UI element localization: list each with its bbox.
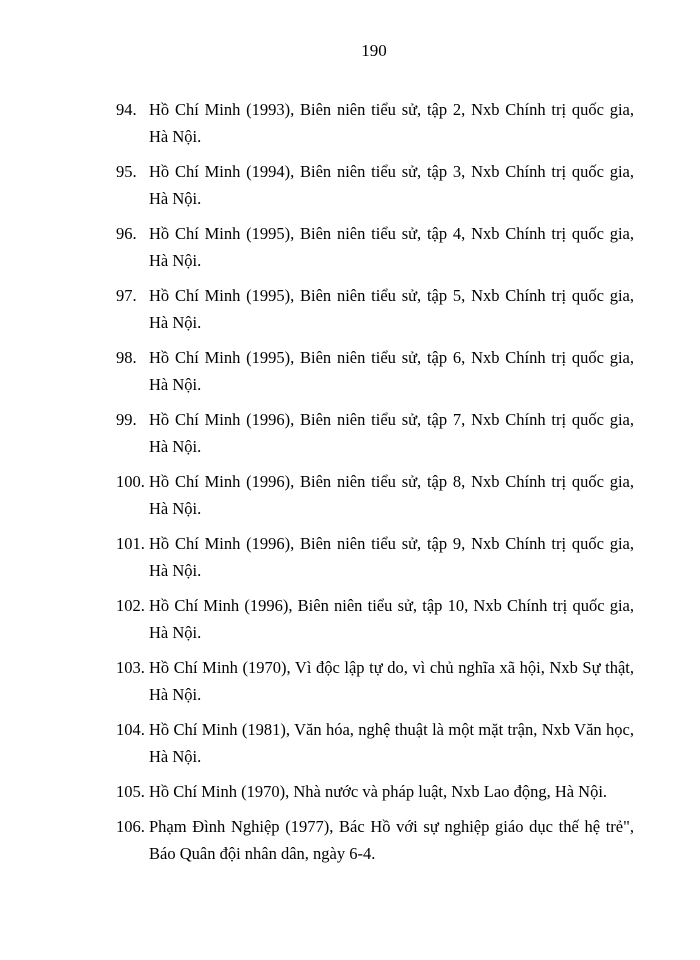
- reference-item: [116, 592, 634, 646]
- reference-number: 99.: [116, 410, 137, 429]
- reference-item: [116, 654, 634, 708]
- reference-item: [116, 778, 634, 805]
- reference-text: Hồ Chí Minh (1996), Biên niên tiểu sử, tập 10, Nxb Chính trị quốc gia, Hà Nội.: [149, 596, 634, 642]
- reference-item: [116, 344, 634, 398]
- reference-item: [116, 530, 634, 584]
- reference-text: Hồ Chí Minh (1994), Biên niên tiểu sử, tập 3, Nxb Chính trị quốc gia, Hà Nội.: [149, 162, 634, 208]
- reference-item: [116, 96, 634, 150]
- reference-text: Hồ Chí Minh (1995), Biên niên tiểu sử, tập 5, Nxb Chính trị quốc gia, Hà Nội.: [149, 286, 634, 332]
- reference-item: [116, 158, 634, 212]
- reference-text: Hồ Chí Minh (1981), Văn hóa, nghệ thuật là một mặt trận, Nxb Văn học, Hà Nội.: [149, 720, 634, 766]
- reference-text: Hồ Chí Minh (1996), Biên niên tiểu sử, tập 9, Nxb Chính trị quốc gia, Hà Nội.: [149, 534, 634, 580]
- reference-number: 94.: [116, 100, 137, 119]
- reference-number: 105.: [116, 782, 145, 801]
- reference-number: 101.: [116, 534, 145, 553]
- reference-text: Hồ Chí Minh (1970), Vì độc lập tự do, vì chủ nghĩa xã hội, Nxb Sự thật, Hà Nội.: [149, 658, 634, 704]
- reference-item: [116, 468, 634, 522]
- reference-item: [116, 716, 634, 770]
- reference-number: 104.: [116, 720, 145, 739]
- reference-text: Hồ Chí Minh (1995), Biên niên tiểu sử, tập 4, Nxb Chính trị quốc gia, Hà Nội.: [149, 224, 634, 270]
- reference-text: Hồ Chí Minh (1993), Biên niên tiểu sử, tập 2, Nxb Chính trị quốc gia, Hà Nội.: [149, 100, 634, 146]
- reference-number: 95.: [116, 162, 137, 181]
- reference-number: 97.: [116, 286, 137, 305]
- reference-number: 100.: [116, 472, 145, 491]
- page-number: 190: [361, 41, 387, 60]
- reference-text: Hồ Chí Minh (1970), Nhà nước và pháp luật, Nxb Lao động, Hà Nội.: [149, 782, 608, 801]
- reference-number: 98.: [116, 348, 137, 367]
- reference-text: Hồ Chí Minh (1995), Biên niên tiểu sử, tập 6, Nxb Chính trị quốc gia, Hà Nội.: [149, 348, 634, 394]
- reference-list: [116, 96, 634, 875]
- reference-number: 106.: [116, 817, 145, 836]
- reference-item: [116, 220, 634, 274]
- reference-text: Phạm Đình Nghiệp (1977), Bác Hồ với sự nghiệp giáo dục thế hệ trẻ", Báo Quân đội nhân dân, ngày 6-4.: [149, 817, 634, 863]
- reference-number: 103.: [116, 658, 145, 677]
- reference-number: 96.: [116, 224, 137, 243]
- reference-number: 102.: [116, 596, 145, 615]
- reference-item: [116, 406, 634, 460]
- reference-item: [116, 282, 634, 336]
- reference-item: [116, 813, 634, 867]
- reference-text: Hồ Chí Minh (1996), Biên niên tiểu sử, tập 7, Nxb Chính trị quốc gia, Hà Nội.: [149, 410, 634, 456]
- reference-text: Hồ Chí Minh (1996), Biên niên tiểu sử, tập 8, Nxb Chính trị quốc gia, Hà Nội.: [149, 472, 634, 518]
